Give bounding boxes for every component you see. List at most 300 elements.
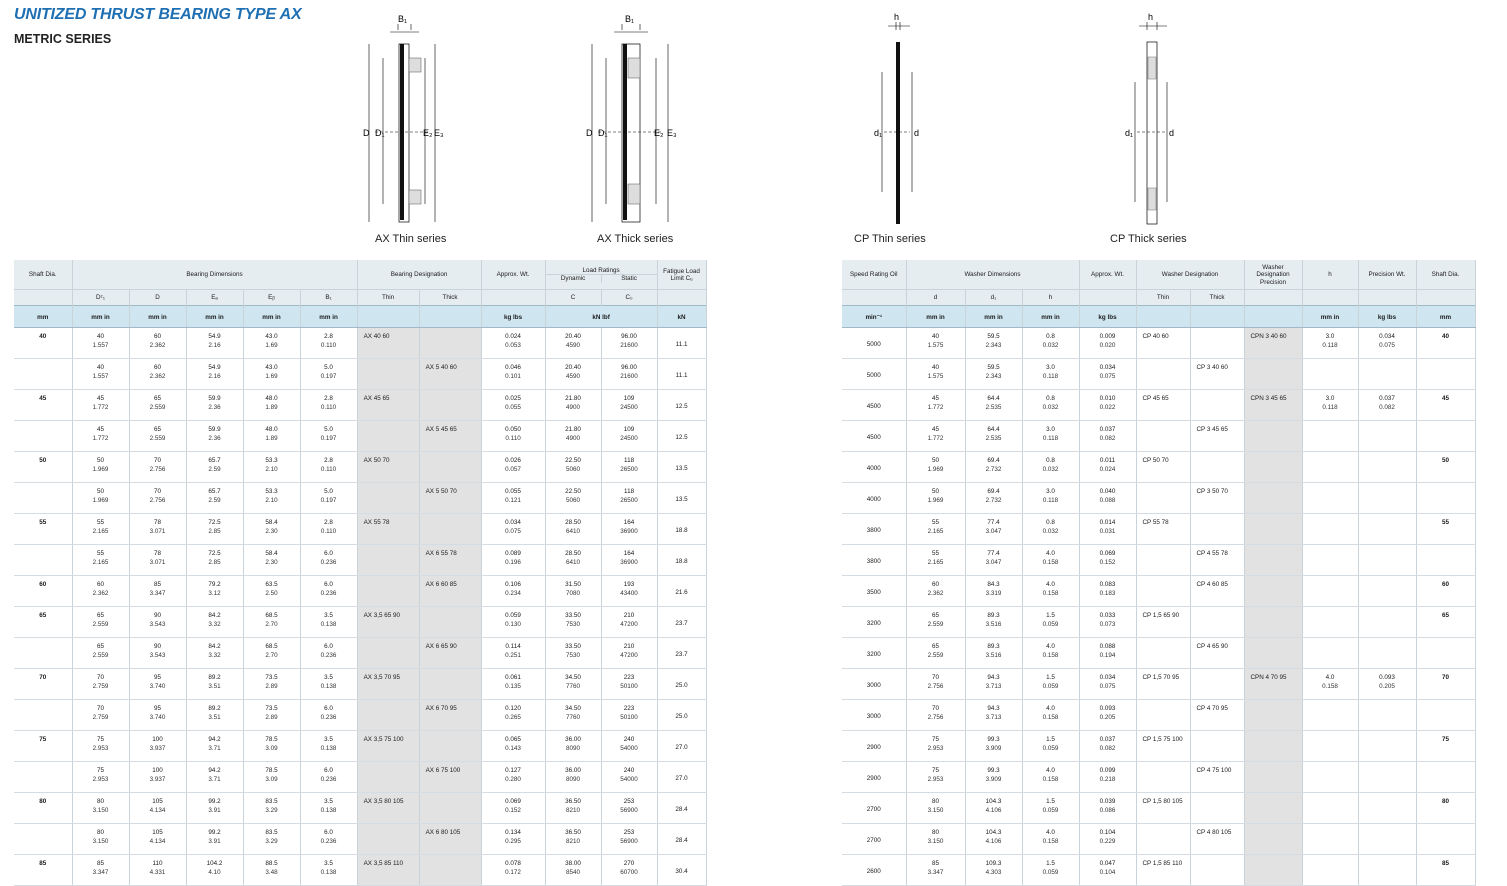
dynamic-cell-mm: 22.50 [565,457,581,464]
table-row [14,762,706,793]
table-row [842,328,1475,359]
thick-designation-cell [1190,607,1244,638]
h-cell [1022,359,1079,390]
h-cell-in: 0.118 [1042,435,1059,443]
dc1-cell-mm: 75 [96,767,104,774]
d-cell-in: 1.969 [927,497,944,505]
ea-cell-mm: 94.2 [208,736,221,743]
weight-cell-mm: 0.011 [1099,457,1116,464]
d-cell-mm: 55 [931,550,939,557]
hdr-d: D [129,290,186,306]
dynamic-cell [545,421,601,452]
static-cell [601,390,657,421]
d1-cell-in: 4.106 [985,838,1002,846]
ax-thick-caption: AX Thick series [597,233,674,245]
precision-wt-cell [1358,638,1416,669]
static-cell-in: 60700 [620,869,638,877]
static-cell [601,359,657,390]
weight-cell-in: 0.055 [505,404,521,412]
table-row [842,700,1475,731]
static-cell-in: 21600 [620,342,638,350]
d-cell [906,731,965,762]
thick-designation-cell [419,328,481,359]
weight-cell-in: 0.130 [505,621,521,629]
h-cell-mm: 1.5 [1046,798,1055,805]
shaft-cell [1416,483,1475,514]
diagram-label-h: h [894,12,900,22]
ea-cell [186,669,243,700]
weight-cell-mm: 0.059 [505,612,521,619]
precision-h-cell [1302,607,1358,638]
d1-cell-mm: 69.4 [987,457,1000,464]
dynamic-cell-mm: 38.00 [565,860,581,867]
h-cell-mm: 3.0 [1046,488,1055,495]
dynamic-cell-mm: 28.50 [565,550,581,557]
dynamic-cell [545,390,601,421]
speed-cell: 3500 [842,576,906,607]
d-cell-mm: 70 [931,674,939,681]
precision-designation-cell [1244,576,1302,607]
fatigue-cell: 11.1 [657,328,706,359]
dynamic-cell-mm: 31.50 [565,581,581,588]
static-cell [601,824,657,855]
cp-thin-caption: CP Thin series [854,233,926,245]
h-cell-in: 0.059 [1042,807,1059,815]
unit-pwt: kg lbs [1358,306,1416,328]
eb-cell [243,669,300,700]
weight-cell-mm: 0.040 [1099,488,1116,495]
unit-load: kN lbf [545,306,657,328]
b1-cell-in: 0.138 [320,869,337,877]
dynamic-cell [545,793,601,824]
static-cell-mm: 164 [623,519,635,526]
thick-designation-cell [419,855,481,886]
ea-cell [186,359,243,390]
d-cell-in: 3.071 [149,559,166,567]
eb-cell-mm: 73.5 [265,674,278,681]
speed-cell: 2700 [842,793,906,824]
d-cell-mm: 75 [931,736,939,743]
thick-designation-cell [1190,669,1244,700]
hdr-load-ratings [545,260,657,290]
dynamic-cell-mm: 36.00 [565,767,581,774]
shaft-cell: 50 [14,452,72,483]
dynamic-cell [545,669,601,700]
shaft-cell [1416,762,1475,793]
dc1-cell [72,390,129,421]
speed-cell: 2900 [842,731,906,762]
dc1-cell [72,793,129,824]
d-cell-mm: 100 [152,767,163,774]
thick-designation-cell: CP 4 65 90 [1190,638,1244,669]
d1-cell-in: 4.106 [985,807,1002,815]
d-cell [906,328,965,359]
d-cell [906,576,965,607]
dynamic-cell-in: 5060 [566,497,581,505]
precision-wt-cell [1358,452,1416,483]
precision-designation-cell [1244,638,1302,669]
precision-designation-cell [1244,452,1302,483]
h-cell [1022,452,1079,483]
table-row [842,421,1475,452]
d1-cell [965,700,1022,731]
h-cell-mm: 0.8 [1046,457,1055,464]
eb-cell-in: 3.09 [265,776,278,784]
dynamic-cell-mm: 22.50 [565,488,581,495]
dc1-cell [72,452,129,483]
d-cell-mm: 70 [153,457,161,464]
speed-cell: 3200 [842,638,906,669]
static-cell-in: 56900 [620,807,638,815]
table-row [14,514,706,545]
thick-designation-cell: CP 4 75 100 [1190,762,1244,793]
precision-wt-cell-in: 0.082 [1379,404,1395,412]
dc1-cell-in: 1.969 [92,497,109,505]
unit-d: mm in [906,306,965,328]
d-cell-in: 3.071 [149,528,166,536]
weight-cell-in: 0.020 [1099,342,1116,350]
h-cell-in: 0.158 [1042,559,1059,567]
shaft-cell: 55 [1416,514,1475,545]
dynamic-cell-in: 8210 [566,838,581,846]
d-cell [129,824,186,855]
dc1-cell [72,483,129,514]
diagram-label-e3: E₃ [667,128,677,138]
weight-cell [1079,793,1136,824]
table-row [14,731,706,762]
precision-wt-cell [1358,359,1416,390]
static-cell [601,545,657,576]
h-cell [1022,483,1079,514]
static-cell-mm: 210 [623,612,635,619]
dc1-cell-mm: 65 [96,643,104,650]
static-cell-mm: 109 [623,426,635,433]
d-cell [129,731,186,762]
precision-wt-cell [1358,483,1416,514]
b1-cell-mm: 6.0 [324,643,333,650]
eb-cell [243,824,300,855]
thin-designation-cell: AX 55 78 [357,514,419,545]
static-cell-mm: 164 [623,550,635,557]
dc1-cell-mm: 60 [96,581,104,588]
page-title: UNITIZED THRUST BEARING TYPE AX [14,6,302,23]
diagram-label-h: h [1148,12,1154,22]
hdr-shaft: Shaft Dia. [14,260,72,290]
speed-cell: 3200 [842,607,906,638]
h-cell [1022,731,1079,762]
weight-cell-in: 0.205 [1099,714,1116,722]
dc1-cell-in: 2.953 [92,776,109,784]
shaft-cell: 65 [14,607,72,638]
static-cell [601,762,657,793]
d-cell-in: 2.559 [149,404,166,412]
thin-designation-cell [1136,700,1190,731]
thin-designation-cell [357,762,419,793]
d1-cell-in: 3.909 [985,745,1002,753]
eb-cell-in: 2.10 [265,497,278,505]
weight-cell-in: 0.075 [1099,683,1116,691]
d1-cell-in: 3.909 [985,776,1002,784]
thin-designation-cell [1136,824,1190,855]
static-cell-mm: 270 [623,860,635,867]
shaft-cell [14,638,72,669]
h-cell-mm: 3.0 [1046,426,1055,433]
diagram-label-d: d [1169,128,1175,138]
b1-cell-in: 0.236 [320,559,337,567]
thick-designation-cell [419,793,481,824]
weight-cell-in: 0.031 [1099,528,1116,536]
precision-h-cell-in: 0.158 [1322,683,1338,691]
dynamic-cell-mm: 33.50 [565,612,581,619]
shaft-cell: 45 [14,390,72,421]
precision-h-cell [1302,576,1358,607]
speed-cell: 4500 [842,421,906,452]
d1-cell-mm: 59.5 [987,364,1000,371]
weight-cell-mm: 0.089 [505,550,521,557]
eb-cell-in: 3.29 [265,838,278,846]
ea-cell-mm: 89.2 [208,674,221,681]
d-cell-mm: 65 [153,395,161,402]
eb-cell [243,483,300,514]
weight-cell [481,762,545,793]
eb-cell-in: 2.70 [265,652,278,660]
dynamic-cell-mm: 33.50 [565,643,581,650]
weight-cell-in: 0.295 [505,838,521,846]
eb-cell [243,793,300,824]
weight-cell-in: 0.229 [1099,838,1116,846]
d-cell-mm: 100 [152,736,163,743]
weight-cell [1079,328,1136,359]
eb-cell-mm: 48.0 [265,395,278,402]
thick-designation-cell: AX 5 50 70 [419,483,481,514]
table-row [842,452,1475,483]
dc1-cell-mm: 40 [96,333,104,340]
d1-cell [965,824,1022,855]
d-cell [129,638,186,669]
precision-h-cell-mm: 4.0 [1325,674,1335,681]
dc1-cell-in: 1.772 [92,435,109,443]
thin-designation-cell [357,576,419,607]
eb-cell [243,638,300,669]
page-subtitle: METRIC SERIES [14,32,112,46]
fatigue-cell: 27.0 [657,762,706,793]
shaft-cell: 75 [1416,731,1475,762]
weight-cell [1079,731,1136,762]
h-cell-in: 0.059 [1042,869,1059,877]
ax-thin-caption: AX Thin series [375,233,447,245]
hdr-thin: Thin [1136,290,1190,306]
thick-designation-cell: AX 5 45 65 [419,421,481,452]
d-cell [906,700,965,731]
d1-cell-in: 2.732 [985,497,1002,505]
table-row [842,793,1475,824]
thin-designation-cell [1136,359,1190,390]
d-cell-in: 3.150 [927,807,944,815]
dynamic-cell [545,762,601,793]
b1-cell-in: 0.236 [320,838,337,846]
table-row [14,390,706,421]
shaft-cell: 80 [14,793,72,824]
eb-cell-in: 2.30 [265,528,278,536]
ea-cell [186,545,243,576]
d1-cell-mm: 94.3 [987,705,1000,712]
d1-cell-mm: 64.4 [987,426,1000,433]
eb-cell-mm: 83.5 [265,798,278,805]
ea-cell [186,576,243,607]
d-cell [129,359,186,390]
weight-cell [481,514,545,545]
diagram-label-e2: E₂ [423,128,433,138]
table-row [14,359,706,390]
ea-cell-in: 2.16 [208,373,221,381]
eb-cell [243,514,300,545]
h-cell [1022,824,1079,855]
thick-designation-cell: CP 4 80 105 [1190,824,1244,855]
h-cell-in: 0.158 [1042,776,1059,784]
dc1-cell [72,359,129,390]
dc1-cell-in: 3.347 [92,869,109,877]
d-cell-in: 2.559 [927,621,944,629]
h-cell-in: 0.059 [1042,621,1059,629]
thin-designation-cell: CP 1,5 65 90 [1136,607,1190,638]
d-cell [129,328,186,359]
dynamic-cell-mm: 36.00 [565,736,581,743]
weight-cell [481,700,545,731]
weight-cell-mm: 0.024 [505,333,521,340]
fatigue-cell: 25.0 [657,700,706,731]
d-cell [906,824,965,855]
b1-cell-mm: 3.5 [324,798,333,805]
d-cell-mm: 90 [153,612,161,619]
precision-wt-cell [1358,762,1416,793]
thick-designation-cell: AX 6 65 90 [419,638,481,669]
precision-wt-cell [1358,793,1416,824]
d-cell-mm: 80 [931,829,939,836]
d-cell-in: 2.953 [927,745,944,753]
dynamic-cell [545,576,601,607]
d-cell-mm: 95 [153,674,161,681]
static-cell-in: 54000 [620,776,638,784]
eb-cell [243,545,300,576]
dynamic-cell-mm: 34.50 [565,674,581,681]
thick-designation-cell [1190,390,1244,421]
diagram-label-b1: B₁ [398,14,408,24]
d1-cell-mm: 77.4 [987,519,1000,526]
weight-cell-mm: 0.009 [1099,333,1116,340]
precision-wt-cell [1358,390,1416,421]
precision-designation-cell: CPN 3 45 65 [1244,390,1302,421]
dc1-cell [72,700,129,731]
ea-cell-in: 2.59 [208,497,221,505]
weight-cell-in: 0.196 [505,559,521,567]
weight-cell-mm: 0.088 [1099,643,1116,650]
dc1-cell-mm: 50 [96,488,104,495]
ea-cell [186,514,243,545]
table-row [14,328,706,359]
precision-wt-cell [1358,855,1416,886]
fatigue-cell: 21.6 [657,576,706,607]
weight-cell-in: 0.088 [1099,497,1116,505]
precision-h-cell [1302,700,1358,731]
ea-cell-mm: 99.2 [208,798,221,805]
b1-cell [300,793,357,824]
eb-cell-in: 2.50 [265,590,278,598]
precision-h-cell-mm: 3.0 [1325,395,1335,402]
eb-cell-mm: 83.5 [265,829,278,836]
weight-cell [1079,483,1136,514]
h-cell-mm: 1.5 [1046,736,1055,743]
precision-h-cell-in: 0.118 [1322,404,1338,412]
shaft-cell: 75 [14,731,72,762]
dc1-cell-mm: 55 [96,519,104,526]
d-cell [906,359,965,390]
b1-cell-in: 0.236 [320,776,337,784]
h-cell-mm: 4.0 [1046,767,1055,774]
fatigue-cell: 13.5 [657,452,706,483]
precision-h-cell [1302,669,1358,700]
ea-cell [186,793,243,824]
dynamic-cell-in: 4900 [566,404,581,412]
b1-cell-in: 0.138 [320,683,337,691]
d1-cell-in: 3.516 [985,652,1002,660]
hdr-dynamic: Dynamic [546,275,602,283]
ea-cell-mm: 94.2 [208,767,221,774]
weight-cell-in: 0.121 [505,497,521,505]
eb-cell [243,328,300,359]
weight-cell-in: 0.251 [505,652,521,660]
d-cell [129,700,186,731]
thick-designation-cell: AX 6 70 95 [419,700,481,731]
weight-cell-in: 0.053 [505,342,521,350]
unit-shaft: mm [1416,306,1475,328]
d-cell-mm: 90 [153,643,161,650]
d1-cell-in: 3.047 [985,528,1002,536]
weight-cell-in: 0.280 [505,776,521,784]
d1-cell-in: 3.516 [985,621,1002,629]
ea-cell-in: 3.71 [208,776,221,784]
precision-h-cell [1302,452,1358,483]
unit-weight: kg lbs [481,306,545,328]
b1-cell-in: 0.197 [320,373,337,381]
d-cell-mm: 105 [152,829,163,836]
weight-cell-in: 0.172 [505,869,521,877]
d1-cell [965,793,1022,824]
static-cell-in: 47200 [620,652,638,660]
weight-cell [1079,545,1136,576]
thick-designation-cell: AX 6 55 78 [419,545,481,576]
weight-cell [481,328,545,359]
d1-cell [965,762,1022,793]
thin-designation-cell [1136,545,1190,576]
d-cell-mm: 110 [152,860,163,867]
d-cell-mm: 78 [153,550,161,557]
hdr-fatigue: Fatigue Load Limit Cᵤ [657,260,706,290]
unit-wt: kg lbs [1079,306,1136,328]
d-cell [129,514,186,545]
ea-cell [186,421,243,452]
speed-cell: 3800 [842,545,906,576]
weight-cell-in: 0.183 [1099,590,1116,598]
weight-cell [481,824,545,855]
weight-cell-mm: 0.127 [505,767,521,774]
b1-cell-mm: 3.5 [324,860,333,867]
ea-cell [186,700,243,731]
thick-designation-cell [1190,731,1244,762]
d-cell [906,545,965,576]
b1-cell [300,452,357,483]
precision-wt-cell-mm: 0.093 [1379,674,1395,681]
unit-fatigue: kN [657,306,706,328]
